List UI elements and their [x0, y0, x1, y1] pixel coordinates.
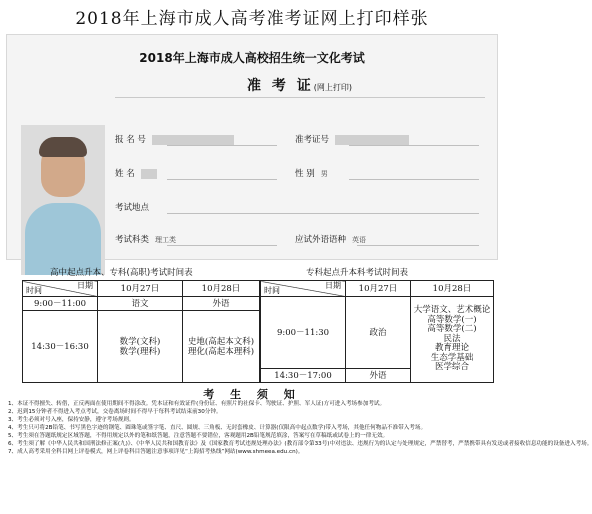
page-title: 2018年上海市成人高考准考证网上打印样张 [75, 9, 429, 29]
foreign-language-underline [357, 245, 479, 246]
ticket-no-underline [349, 145, 479, 146]
corner-cell [23, 281, 98, 297]
ticket-subtitle: (网上打印) [313, 83, 352, 92]
name-redacted [141, 169, 157, 179]
date-header: 10月28日 [183, 281, 260, 297]
photo-hair-shape [39, 137, 87, 157]
gender-field [295, 167, 328, 179]
reg-no-underline [167, 145, 277, 146]
reg-no-field [115, 133, 234, 145]
left-schedule-heading: 高中起点升本、专科(高职)考试时间表 [50, 268, 193, 278]
subject-line: 高等数学(一) [427, 314, 477, 325]
subject-line: 高等数学(二) [427, 324, 477, 335]
notice-item: 4、考生只可将2B铅笔、书写黑色字迹的钢笔、圆珠笔或签字笔、直尺、圆规、三角板、无封套橡皮、计算器(仅限高中起点数学)带入考场，其他任何物品不准带入考场。 [8, 425, 427, 431]
name-label: 姓 名 [115, 169, 135, 179]
ticket-no-redacted [335, 135, 409, 145]
date-header: 10月27日 [346, 281, 411, 297]
reg-no-redacted [152, 135, 234, 145]
location-label: 考试地点 [115, 203, 150, 213]
time-cell: 14:30－17:00 [261, 369, 346, 383]
location-field [115, 201, 149, 213]
date-header: 10月28日 [411, 281, 494, 297]
ticket-no-label: 准考证号 [295, 135, 330, 145]
location-underline [167, 213, 479, 214]
subject-underline [167, 245, 277, 246]
subject-line: 数学(文科) [119, 336, 161, 347]
subject-line: 大学语文、艺术概论 [413, 305, 491, 316]
subject-cell [183, 311, 260, 383]
corner-cell [261, 281, 346, 297]
table-row [261, 297, 494, 369]
gender-label: 性 别 [295, 169, 315, 179]
subject-line: 民法 [443, 333, 461, 344]
admission-ticket-card [6, 34, 498, 260]
time-cell: 14:30－16:30 [23, 311, 98, 383]
corner-time-label: 时间 [264, 286, 280, 295]
corner-date-label: 日期 [325, 281, 341, 290]
time-cell: 9:00－11:00 [23, 297, 98, 311]
notice-item: 5、考生须在答题纸规定区域答题，不得用规定以外的笔和纸答题，注意答题不要错位，客观题用2B铅笔规范填涂，答案写在草稿纸或试卷上的一律无效。 [8, 433, 389, 439]
corner-time-label: 时间 [26, 286, 42, 295]
subject-cell [98, 311, 183, 383]
reg-no-label: 报 名 号 [115, 135, 146, 145]
name-underline [167, 179, 277, 180]
notice-list [8, 400, 592, 456]
subject-cell: 政治 [346, 297, 411, 369]
notice-item: 7、成人高考采用全科目网上评卷模式，网上评卷科目答题注意事项详见“上海招考热线”网站(www.shmeea.edu.cn)。 [8, 449, 304, 455]
subject-line: 生态学基础 [430, 352, 474, 363]
name-field [115, 167, 157, 179]
table-row [23, 281, 260, 297]
gender-value: 男 [320, 170, 328, 178]
foreign-language-field [295, 233, 366, 245]
table-row [23, 311, 260, 383]
subject-value: 理工类 [155, 236, 177, 244]
gender-underline [349, 179, 479, 180]
foreign-language-value: 英语 [352, 236, 367, 244]
title-divider [115, 97, 485, 98]
subject-line: 史地(高起本文科) [187, 336, 255, 347]
subject-line: 医学综合 [434, 362, 469, 373]
notice-item: 6、考生须了解《中华人民共和国刑法修正案(九)》、《中华人民共和国教育法》及《国家教育考试违规处理办法》(教育部令第33号)中对违法、违规行为的认定与处理规定，严禁替考，严禁携带具有发送或者接收信息功能的设备进入考场。 [8, 441, 592, 447]
foreign-language-label: 应试外语语种 [295, 235, 347, 245]
left-schedule-table [22, 280, 260, 383]
date-header: 10月27日 [98, 281, 183, 297]
subject-cell: 外语 [346, 369, 411, 383]
time-cell: 9:00－11:30 [261, 297, 346, 369]
notice-item: 1、本证不得擅失、转借，正反两面在使用期间不得涂改。凭本证和有效证件(身份证、有照片的社保卡、驾驶证、护照、军人证)方可进入考场参加考试。 [8, 401, 386, 407]
subject-cell: 外语 [183, 297, 260, 311]
corner-date-label: 日期 [77, 281, 93, 290]
subject-line: 理化(高起本理科) [187, 346, 255, 357]
table-row [261, 281, 494, 297]
subject-line: 教育理论 [434, 343, 469, 354]
notice-title: 考 生 须 知 [203, 388, 301, 401]
notice-item: 2、迟到15分钟者不得进入考点考试，交卷离场时间不得早于每科考试结束前30分钟。 [8, 409, 222, 415]
notice-item: 3、考生必须对号入座，保持安静，遵守考场规则。 [8, 417, 135, 423]
subject-label: 考试科类 [115, 235, 150, 245]
ticket-no-field [295, 133, 409, 145]
subject-list-cell [411, 297, 494, 383]
right-schedule-heading: 专科起点升本科考试时间表 [306, 268, 409, 278]
subject-cell: 语文 [98, 297, 183, 311]
exam-title: 2018年上海市成人高校招生统一文化考试 [139, 51, 365, 65]
subject-line: 数学(理科) [119, 346, 161, 357]
candidate-photo [21, 125, 105, 275]
photo-body-shape [25, 203, 101, 275]
table-row [23, 297, 260, 311]
ticket-title [247, 75, 352, 95]
right-schedule-table [260, 280, 494, 383]
subject-field [115, 233, 176, 245]
ticket-title-text: 准 考 证 [247, 78, 314, 94]
